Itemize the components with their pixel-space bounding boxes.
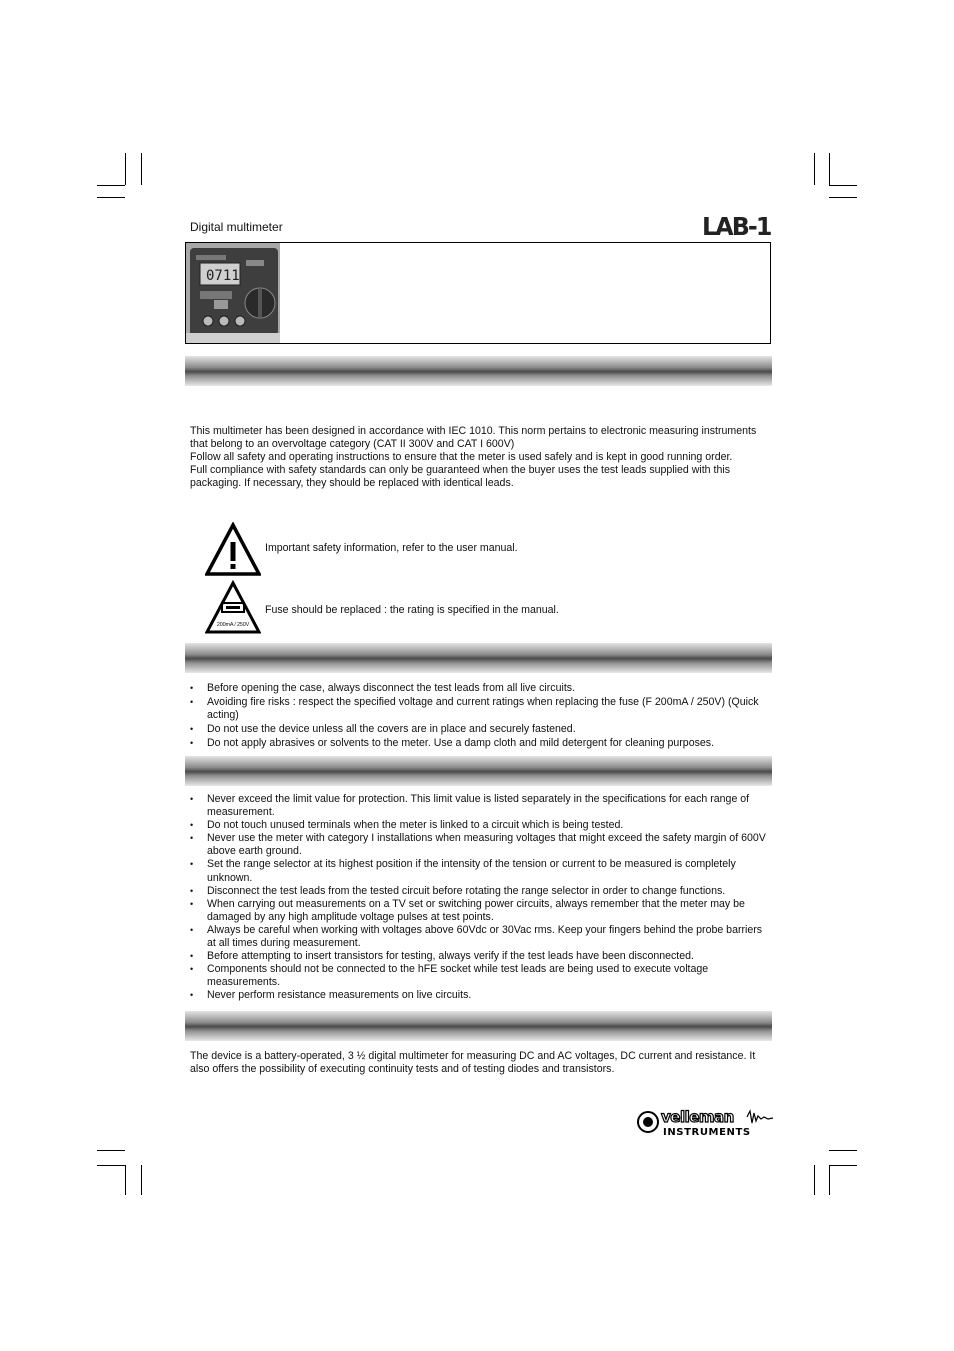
lab-logo: LAB-1	[702, 212, 771, 241]
intro-paragraph: Follow all safety and operating instructions to ensure that the meter is used safely and is kept in good running order.	[190, 451, 733, 464]
section-divider-bar	[185, 756, 772, 786]
list-item: • Do not touch unused terminals when the meter is linked to a circuit which is being tested.	[190, 819, 772, 832]
list-item: • Avoiding fire risks : respect the specified voltage and current ratings when replacing the fuse (F 200mA / 250V) (Quick acting)	[190, 696, 772, 722]
list-item: • Components should not be connected to the hFE socket while test leads are being used to execute voltage measurements.	[190, 963, 772, 989]
crop-mark	[829, 1165, 830, 1195]
intro-paragraph: Full compliance with safety standards can only be guaranteed when the buyer uses the test leads supplied with this packaging. If necessary, they should be replaced with identical leads.	[190, 464, 731, 490]
warning-triangle-icon	[205, 522, 261, 581]
fuse-triangle-icon	[205, 580, 261, 639]
crop-mark	[814, 153, 815, 185]
description-text: The device is a battery-operated, 3 ½ digital multimeter for measuring DC and AC voltages, DC current and resistance. It also offers the possibility of executing continuity tests and of testing diodes and transistors.	[190, 1050, 756, 1076]
brand-subtitle: INSTRUMENTS	[663, 1127, 751, 1137]
intro-text	[190, 425, 772, 490]
crop-mark	[125, 1165, 126, 1195]
section-divider-bar	[185, 1011, 772, 1041]
list-item: • When carrying out measurements on a TV set or switching power circuits, always remember that the meter may be damaged by any high amplitude voltage pulses at test points.	[190, 898, 772, 924]
list-item: • Before attempting to insert transistors for testing, always verify if the test leads have been disconnected.	[190, 950, 772, 963]
crop-mark	[141, 1165, 142, 1195]
crop-mark	[141, 153, 142, 185]
list-item: • Do not use the device unless all the covers are in place and securely fastened.	[190, 723, 772, 736]
crop-mark	[97, 1165, 125, 1166]
intro-paragraph: This multimeter has been designed in accordance with IEC 1010. This norm pertains to electronic measuring instruments that belong to an overvoltage category (CAT II 300V and CAT I 600V)	[190, 425, 757, 451]
list-item: • Never exceed the limit value for protection. This limit value is listed separately in the specifications for each range of measurement.	[190, 793, 772, 819]
symbol-description: Important safety information, refer to the user manual.	[265, 542, 518, 554]
list-item: • Never use the meter with category I installations when measuring voltages that might exceed the safety margin of 600V above earth ground.	[190, 832, 772, 858]
crop-mark	[829, 197, 857, 198]
crop-mark	[829, 1165, 857, 1166]
multimeter-photo	[186, 243, 280, 343]
crop-mark	[97, 1150, 125, 1151]
svg-text:0711: 0711	[206, 268, 240, 284]
section-divider-bar	[185, 356, 772, 386]
list-item: • Set the range selector at its highest position if the intensity of the tension or current to be measured is completely unknown.	[190, 858, 772, 884]
list-item: • Before opening the case, always disconnect the test leads from all live circuits.	[190, 682, 772, 695]
crop-mark	[829, 153, 830, 185]
section-divider-bar	[185, 643, 772, 673]
list-item: • Do not apply abrasives or solvents to the meter. Use a damp cloth and mild detergent for cleaning purposes.	[190, 737, 772, 750]
crop-mark	[125, 153, 126, 185]
fuse-rating-label: 200mA / 250V	[216, 622, 250, 628]
crop-mark	[814, 1165, 815, 1195]
crop-mark	[829, 185, 857, 186]
crop-mark	[97, 197, 125, 198]
crop-mark	[97, 185, 125, 186]
velleman-logo	[637, 1107, 775, 1142]
list-item: • Disconnect the test leads from the tested circuit before rotating the range selector in order to change functions.	[190, 885, 772, 898]
precautions-list	[190, 793, 772, 1003]
maintenance-list	[190, 682, 772, 750]
crop-mark	[829, 1150, 857, 1151]
symbol-description: Fuse should be replaced : the rating is specified in the manual.	[265, 604, 559, 616]
list-item: • Never perform resistance measurements on live circuits.	[190, 989, 772, 1002]
brand-name: velleman	[661, 1108, 734, 1126]
list-item: • Always be careful when working with voltages above 60Vdc or 30Vac rms. Keep your fingers behind the probe barriers at all times during measurement.	[190, 924, 772, 950]
document-title: Digital multimeter	[190, 220, 283, 234]
